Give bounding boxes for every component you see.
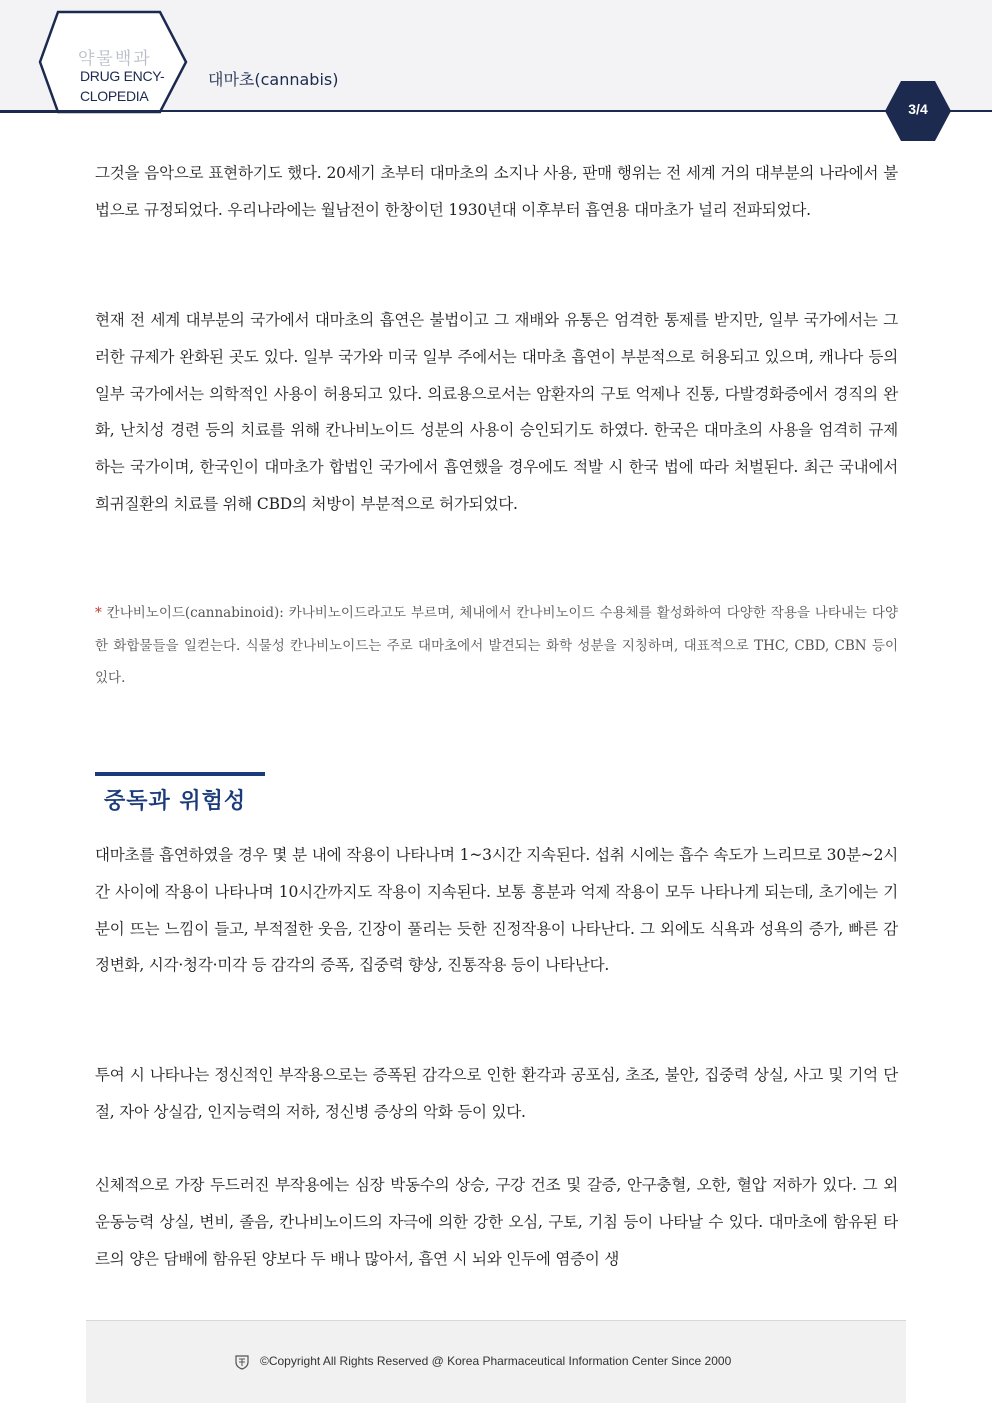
logo-korean-text: 약물백과 (78, 49, 152, 69)
footnote (95, 597, 898, 695)
paragraph-5: 신체적으로 가장 두드러진 부작용에는 심장 박동수의 상승, 구강 건조 및 갈증, 안구충혈, 오한, 혈압 저하가 있다. 그 외 운동능력 상실, 변비, 졸음, 칸나비노이드의 자극에 의한 강한 오심, 구토, 기침 등이 나타날 수 있다. 대마초에 함유된 타르의 양은 담배에 함유된 양보다 두 배나 많아서, 흡연 시 뇌와 인두에 염증이 생 (95, 1176, 898, 1268)
section-title: 중독과 위험성 (104, 789, 247, 814)
header-rule (0, 110, 992, 112)
section-bar (95, 772, 265, 776)
paragraph-1: 그것을 음악으로 표현하기도 했다. 20세기 초부터 대마초의 소지나 사용, 판매 행위는 전 세계 거의 대부분의 나라에서 불법으로 규정되었다. 우리나라에는 월남전이 한창이던 1930년대 이후부터 흡연용 대마초가 널리 전파되었다. (95, 164, 898, 219)
logo-english-line2: CLOPEDIA (80, 88, 149, 104)
document-title: 대마초(cannabis) (208, 70, 339, 89)
page-number: 3/4 (908, 101, 928, 117)
paragraph-2: 현재 전 세계 대부분의 국가에서 대마초의 흡연은 불법이고 그 재배와 유통은 엄격한 통제를 받지만, 일부 국가에서는 그러한 규제가 완화된 곳도 있다. 일부 국가와 미국 일부 주에서는 대마초 흡연이 부분적으로 허용되고 있으며, 캐나다 등의 일부 국가에서는 의학적인 사용이 허용되고 있다. 의료용으로서는 암환자의 구토 억제나 진통, 다발경화증에서 경직의 완화, 난치성 경련 등의 치료를 위해 칸나비노이드 성분의 사용이 승인되기도 하였다. 한국은 대마초의 사용을 엄격히 규제하는 국가이며, 한국인이 대마초가 합법인 국가에서 흡연했을 경우에도 적발 시 한국 법에 따라 처벌된다. 최근 국내에서 희귀질환의 치료를 위해 CBD의 처방이 부분적으로 허가되었다. (95, 311, 898, 513)
copyright-text: ©Copyright All Rights Reserved @ Korea Pharmaceutical Information Center Since 2000 (260, 1354, 732, 1368)
logo-english-line1: DRUG ENCY- (80, 68, 165, 84)
paragraph-3: 대마초를 흡연하였을 경우 몇 분 내에 작용이 나타나며 1~3시간 지속된다. 섭취 시에는 흡수 속도가 느리므로 30분~2시간 사이에 작용이 나타나며 10시간까지도 작용이 지속된다. 보통 흥분과 억제 작용이 모두 나타나게 되는데, 초기에는 기분이 뜨는 느낌이 들고, 부적절한 웃음, 긴장이 풀리는 듯한 진정작용이 나타난다. 그 외에도 식욕과 성욕의 증가, 빠른 감정변화, 시각·청각·미각 등 감각의 증폭, 집중력 향상, 진통작용 등이 나타난다. (95, 846, 898, 975)
footnote-asterisk: * (95, 605, 102, 621)
paragraph-4: 투여 시 나타나는 정신적인 부작용으로는 증폭된 감각으로 인한 환각과 공포심, 초조, 불안, 집중력 상실, 사고 및 기억 단절, 자아 상실감, 인지능력의 저하, 정신병 증상의 악화 등이 있다. (95, 1066, 898, 1121)
footnote-text: 칸나비노이드(cannabinoid): 카나비노이드라고도 부르며, 체내에서 칸나비노이드 수용체를 활성화하여 다양한 작용을 나타내는 다양한 화합물들을 일컫는다. 식물성 칸나비노이드는 주로 대마초에서 발견되는 화학 성분을 지칭하며, 대표적으로 THC, CBD, CBN 등이 있다. (95, 605, 898, 686)
shield-logo-icon (234, 1354, 250, 1370)
